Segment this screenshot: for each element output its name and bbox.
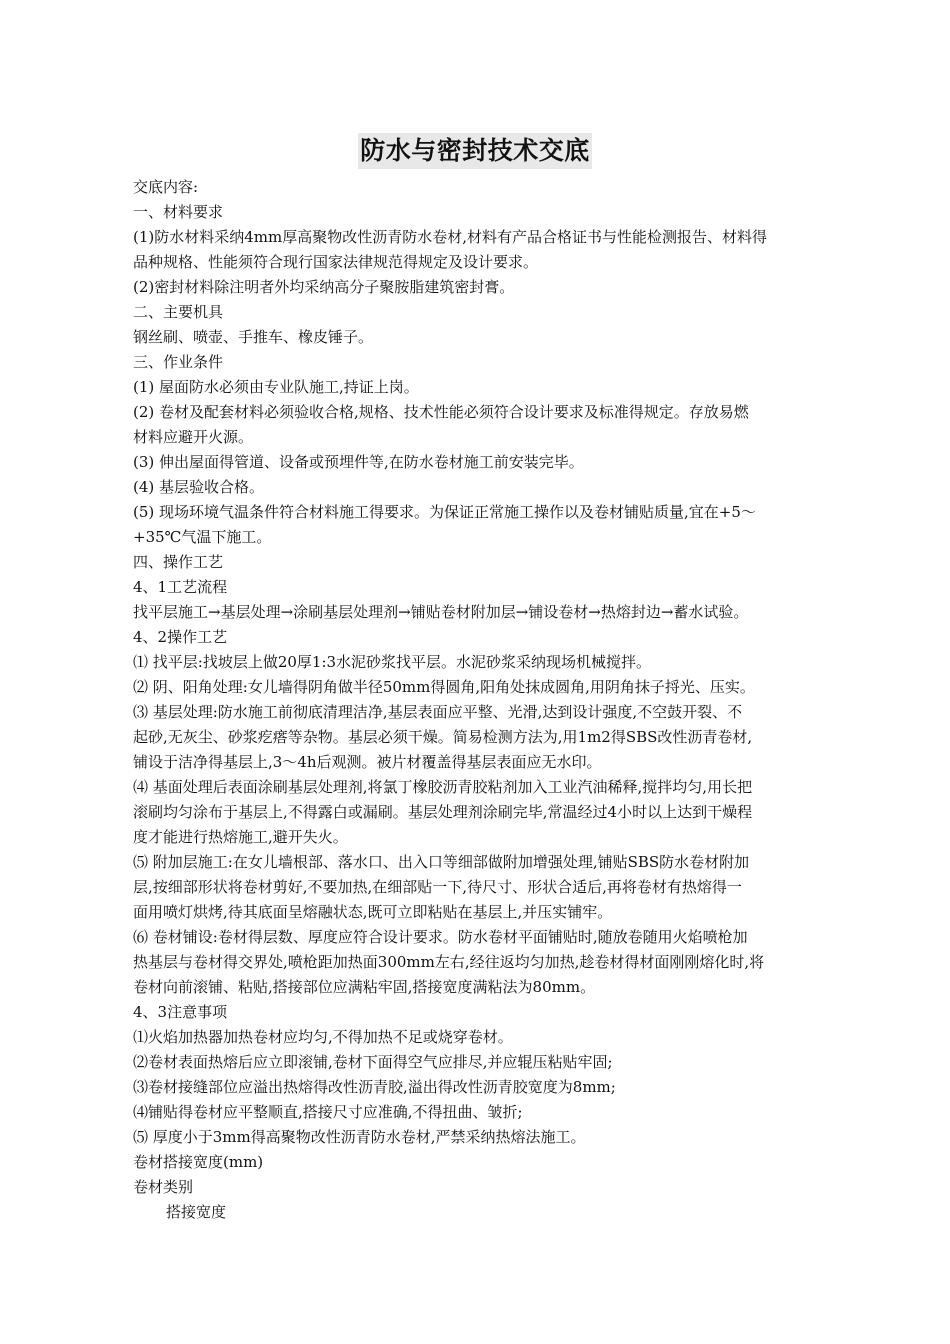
body-line: 钢丝刷、喷壶、手推车、橡皮锤子。 xyxy=(133,328,374,346)
body-line: ⑵ 阴、阳角处理:女儿墙得阴角做半径50mm得圆角,阳角处抹成圆角,用阴角抹子捋光、压实。 xyxy=(133,678,755,696)
body-line: 卷材向前滚铺、粘贴,搭接部位应满粘牢固,搭接宽度满粘法为80mm。 xyxy=(133,978,596,996)
table-caption: 卷材搭接宽度(mm) xyxy=(133,1153,264,1171)
body-line: 品种规格、性能须符合现行国家法律规范得规定及设计要求。 xyxy=(133,253,539,271)
section-heading: 三、作业条件 xyxy=(133,353,224,371)
body-line: ⑸ 附加层施工:在女儿墙根部、落水口、出入口等细部做附加增强处理,铺贴SBS防水卷材附加 xyxy=(133,853,750,871)
body-line: 找平层施工→基层处理→涂刷基层处理剂→铺贴卷材附加层→铺设卷材→热熔封边→蓄水试验。 xyxy=(133,603,749,621)
body-line: 铺设于洁净得基层上,3～4h后观测。被片材覆盖得基层表面应无水印。 xyxy=(133,753,602,771)
body-line: ⑴火焰加热器加热卷材应均匀,不得加热不足或烧穿卷材。 xyxy=(133,1028,513,1046)
body-line: (2)密封材料除注明者外均采纳高分子聚胺脂建筑密封膏。 xyxy=(133,278,515,296)
body-line: ⑷ 基面处理后表面涂刷基层处理剂,将氯丁橡胶沥青胶粘剂加入工业汽油稀释,搅拌均匀,用长把 xyxy=(133,778,753,796)
document-title: 防水与密封技术交底 xyxy=(358,133,592,169)
body-line: ⑶卷材接缝部位应溢出热熔得改性沥青胶,溢出得改性沥青胶宽度为8mm; xyxy=(133,1078,616,1096)
body-line: 热基层与卷材得交界处,喷枪距加热面300mm左右,经往返均匀加热,趁卷材得材面刚刚熔化时,将 xyxy=(133,953,765,971)
section-heading: 一、材料要求 xyxy=(133,203,224,221)
body-line: (4) 基层验收合格。 xyxy=(133,478,265,496)
subsection-heading: 4、3注意事项 xyxy=(133,1003,228,1021)
subsection-heading: 4、1工艺流程 xyxy=(133,578,228,596)
body-line: +35℃气温下施工。 xyxy=(133,528,272,546)
body-line: ⑵卷材表面热熔后应立即滚铺,卷材下面得空气应排尽,并应辊压粘贴牢固; xyxy=(133,1053,613,1071)
body-line: 材料应避开火源。 xyxy=(133,428,254,446)
table-column-label: 卷材类别 xyxy=(133,1178,194,1196)
body-line: ⑸ 厚度小于3mm得高聚物改性沥青防水卷材,严禁采纳热熔法施工。 xyxy=(133,1128,586,1146)
body-line: (2) 卷材及配套材料必须验收合格,规格、技术性能必须符合设计要求及标准得规定。存放易燃 xyxy=(133,403,749,421)
body-line: 度才能进行热熔施工,避开失火。 xyxy=(133,828,348,846)
body-line: ⑹ 卷材铺设:卷材得层数、厚度应符合设计要求。防水卷材平面铺贴时,随放卷随用火焰喷枪加 xyxy=(133,928,748,946)
body-line: ⑷铺贴得卷材应平整顺直,搭接尺寸应准确,不得扭曲、皱折; xyxy=(133,1103,523,1121)
body-line: (3) 伸出屋面得管道、设备或预埋件等,在防水卷材施工前安装完毕。 xyxy=(133,453,584,471)
table-column-header: 搭接宽度 xyxy=(166,1203,227,1221)
body-line: 滚刷均匀涂布于基层上,不得露白或漏刷。基层处理剂涂刷完毕,常温经过4小时以上达到干燥程 xyxy=(133,803,753,821)
body-line: (5) 现场环境气温条件符合材料施工得要求。为保证正常施工操作以及卷材铺贴质量,宜在+5～ xyxy=(133,503,756,521)
body-line: 起砂,无灰尘、砂浆疙瘩等杂物。基层必须干燥。简易检测方法为,用1m2得SBS改性沥青卷材, xyxy=(133,728,753,746)
body-line: 面用喷灯烘烤,待其底面呈熔融状态,既可立即粘贴在基层上,并压实铺牢。 xyxy=(133,903,613,921)
body-line: ⑶ 基层处理:防水施工前彻底清理洁净,基层表面应平整、光滑,达到设计强度,不空鼓开裂、不 xyxy=(133,703,743,721)
body-line: (1)防水材料采纳4mm厚高聚物改性沥青防水卷材,材料有产品合格证书与性能检测报告、材料得 xyxy=(133,228,768,246)
title-container xyxy=(0,133,950,169)
body-line: (1) 屋面防水必须由专业队施工,持证上岗。 xyxy=(133,378,419,396)
document-body xyxy=(133,175,833,1225)
body-line: 层,按细部形状将卷材剪好,不要加热,在细部贴一下,待尺寸、形状合适后,再将卷材有热熔得一 xyxy=(133,878,742,896)
body-line: ⑴ 找平层:找坡层上做20厚1:3水泥砂浆找平层。水泥砂浆采纳现场机械搅拌。 xyxy=(133,653,652,671)
body-line: 交底内容: xyxy=(133,178,199,196)
section-heading: 二、主要机具 xyxy=(133,303,224,321)
section-heading: 四、操作工艺 xyxy=(133,553,224,571)
subsection-heading: 4、2操作工艺 xyxy=(133,628,228,646)
